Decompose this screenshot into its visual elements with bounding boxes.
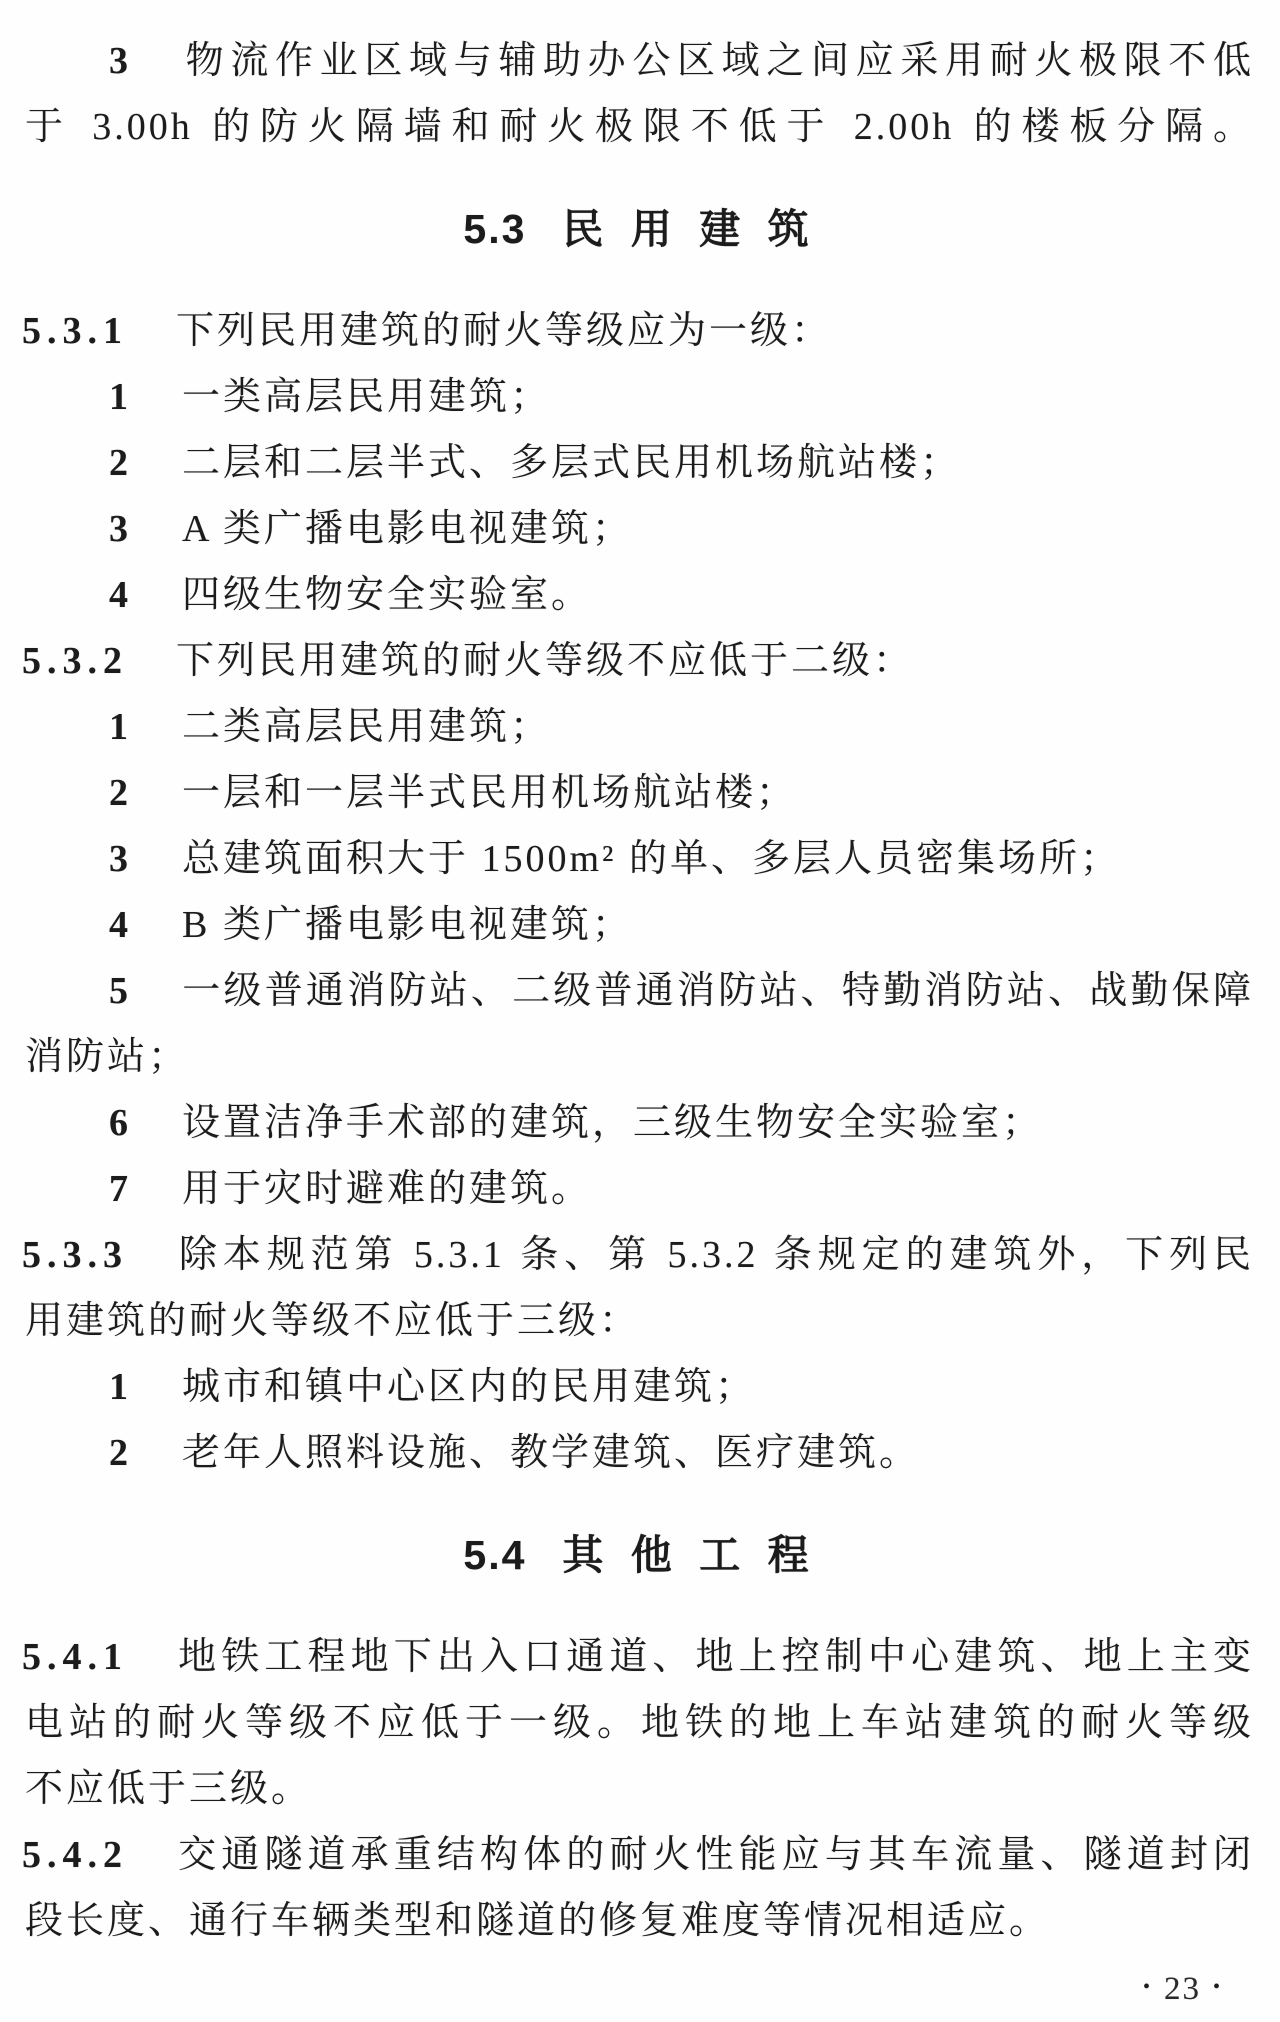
item-line <box>0 892 1280 958</box>
item-line <box>0 28 1280 94</box>
item-text: 老年人照料设施、教学建筑、医疗建筑。 <box>182 1432 921 1474</box>
continuation-line <box>0 1756 1280 1822</box>
item-text: 二层和二层半式、多层式民用机场航站楼； <box>182 442 962 484</box>
clause-line <box>0 1222 1280 1288</box>
item-number: 1 <box>109 1366 134 1408</box>
item-line <box>0 1090 1280 1156</box>
continuation-line <box>0 1024 1280 1090</box>
item-text: 二类高层民用建筑； <box>182 706 552 748</box>
item-line <box>0 496 1280 562</box>
item-line <box>0 364 1280 430</box>
item-line <box>0 826 1280 892</box>
page-number-dot-left: • <box>1142 1976 1152 1998</box>
section-title: 其 他 工 程 <box>562 1532 817 1578</box>
item-line <box>0 958 1280 1024</box>
clause-number: 5.4.1 <box>22 1636 128 1678</box>
clause-line <box>0 1822 1280 1888</box>
item-line <box>0 1420 1280 1486</box>
item-text: 总建筑面积大于 1500m² 的单、多层人员密集场所； <box>182 838 1121 880</box>
item-text: 物流作业区域与辅助办公区域之间应采用耐火极限不低 <box>182 40 1254 82</box>
clause-text: 交通隧道承重结构体的耐火性能应与其车流量、隧道封闭 <box>176 1834 1254 1876</box>
item-text: 设置洁净手术部的建筑，三级生物安全实验室； <box>182 1102 1044 1144</box>
item-number: 5 <box>109 970 134 1012</box>
body-text: 用建筑的耐火等级不应低于三级： <box>25 1300 641 1342</box>
item-number: 3 <box>109 508 134 550</box>
clause-line <box>0 298 1280 364</box>
page-number-value: 23 <box>1163 1971 1201 2007</box>
item-text: A 类广播电影电视建筑； <box>182 508 633 550</box>
page-number <box>0 1954 1280 2020</box>
clause-line <box>0 1624 1280 1690</box>
clause-text: 除本规范第 5.3.1 条、第 5.3.2 条规定的建筑外，下列民 <box>176 1234 1254 1276</box>
item-text: 城市和镇中心区内的民用建筑； <box>182 1366 757 1408</box>
item-number: 3 <box>109 40 134 82</box>
section-number: 5.3 <box>463 206 527 252</box>
item-line <box>0 1156 1280 1222</box>
clause-number: 5.3.2 <box>22 640 128 682</box>
body-text: 电站的耐火等级不应低于一级。地铁的地上车站建筑的耐火等级 <box>25 1702 1254 1744</box>
item-text: B 类广播电影电视建筑； <box>182 904 633 946</box>
clause-number: 5.3.3 <box>22 1234 128 1276</box>
clause-number: 5.4.2 <box>22 1834 128 1876</box>
continuation-line <box>0 1690 1280 1756</box>
section-heading-5-3 <box>0 196 1280 262</box>
body-text: 不应低于三级。 <box>25 1768 313 1810</box>
clause-line <box>0 628 1280 694</box>
clause-number: 5.3.1 <box>22 310 128 352</box>
item-line <box>0 430 1280 496</box>
item-number: 2 <box>109 442 134 484</box>
continuation-line <box>0 94 1280 160</box>
item-text: 一层和一层半式民用机场航站楼； <box>182 772 798 814</box>
body-text: 于 3.00h 的防火隔墙和耐火极限不低于 2.00h 的楼板分隔。 <box>25 106 1254 148</box>
continuation-line <box>0 1288 1280 1354</box>
item-line <box>0 694 1280 760</box>
body-text: 消防站； <box>25 1036 190 1078</box>
continuation-line <box>0 1888 1280 1954</box>
clause-text: 地铁工程地下出入口通道、地上控制中心建筑、地上主变 <box>176 1636 1254 1678</box>
item-text: 一级普通消防站、二级普通消防站、特勤消防站、战勤保障 <box>182 970 1254 1012</box>
item-number: 3 <box>109 838 134 880</box>
section-title: 民 用 建 筑 <box>562 206 817 252</box>
section-heading-5-4 <box>0 1522 1280 1588</box>
item-number: 2 <box>109 1432 134 1474</box>
clause-text: 下列民用建筑的耐火等级应为一级： <box>176 310 833 352</box>
item-number: 4 <box>109 574 134 616</box>
page-number-dot-right: • <box>1212 1976 1222 1998</box>
clause-text: 下列民用建筑的耐火等级不应低于二级： <box>176 640 915 682</box>
item-line <box>0 562 1280 628</box>
item-number: 2 <box>109 772 134 814</box>
item-line <box>0 1354 1280 1420</box>
item-number: 7 <box>109 1168 134 1210</box>
item-number: 6 <box>109 1102 134 1144</box>
item-text: 一类高层民用建筑； <box>182 376 552 418</box>
item-text: 用于灾时避难的建筑。 <box>182 1168 593 1210</box>
item-number: 1 <box>109 706 134 748</box>
item-number: 1 <box>109 376 134 418</box>
item-line <box>0 760 1280 826</box>
item-number: 4 <box>109 904 134 946</box>
section-number: 5.4 <box>463 1532 527 1578</box>
body-text: 段长度、通行车辆类型和隧道的修复难度等情况相适应。 <box>25 1900 1051 1942</box>
item-text: 四级生物安全实验室。 <box>182 574 593 616</box>
